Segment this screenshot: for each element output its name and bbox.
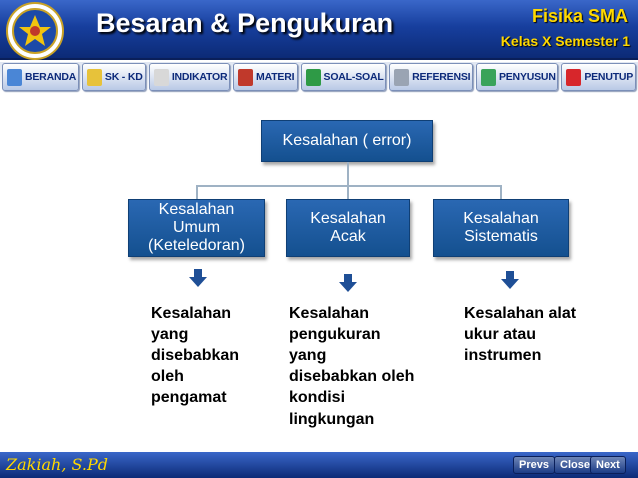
arrow-down-icon [500,270,520,290]
author-name: Zakiah, S.Pd [6,455,108,474]
emblem-icon [11,7,59,55]
next-button[interactable]: Next [590,456,626,474]
nav-label: SOAL-SOAL [323,71,384,83]
nav-bar [0,62,638,92]
prev-button[interactable]: Prevs [513,456,555,474]
nav-button-indikator[interactable] [149,63,230,91]
home-icon [7,69,22,86]
nav-button-referensi[interactable] [389,63,473,91]
branch-node-umum [128,199,265,257]
nav-label: PENYUSUN [498,71,556,83]
branch-node-acak [286,199,410,257]
books-icon [238,69,253,86]
nav-button-beranda[interactable] [2,63,79,91]
nav-button-penyusun[interactable] [476,63,558,91]
nav-label: SK - KD [104,71,143,83]
grade-label: Kelas X Semester 1 [500,33,630,49]
nav-label: BERANDA [25,71,77,83]
arrow-down-icon [188,268,208,288]
subject-label: Fisika SMA [531,6,628,26]
connector-middle [347,185,349,199]
nav-label: PENUTUP [584,71,634,83]
school-logo [6,2,64,60]
nav-label: REFERENSI [412,71,471,83]
connector-left [196,185,198,199]
nav-label: INDIKATOR [171,71,228,83]
folder-icon [87,69,102,86]
nav-button-soal-soal[interactable] [301,63,387,91]
nav-button-penutup[interactable] [561,63,636,91]
document-icon [394,69,409,86]
root-node-label: Kesalahan ( error) [282,132,412,150]
branch-label: Kesalahan Acak [310,210,386,245]
page-title: Besaran & Pengukuran [96,8,394,38]
branch-label: Kesalahan Sistematis [463,210,539,245]
footer-bar [0,452,638,478]
exit-icon [566,69,581,86]
description-acak: Kesalahan pengukuran yang disebabkan oleh kondisi lingkungan [289,305,415,428]
description-sistematis: Kesalahan alat ukur atau instrumen [464,305,577,365]
notepad-icon [154,69,169,86]
nav-button-sk-kd[interactable] [82,63,146,91]
connector-trunk [347,162,349,186]
branch-label: Kesalahan Umum (Keteledoran) [148,201,245,254]
branch-node-sistematis [433,199,569,257]
close-button[interactable]: Close [554,456,596,474]
nav-button-materi[interactable] [233,63,297,91]
nav-label: MATERI [256,71,295,83]
description-umum: Kesalahan yang disebabkan oleh pengamat [151,305,240,407]
header-bar [0,0,638,60]
user-icon [481,69,496,86]
arrow-down-icon [338,273,358,293]
connector-right [500,185,502,199]
root-node [261,120,433,162]
pencil-icon [306,69,321,86]
